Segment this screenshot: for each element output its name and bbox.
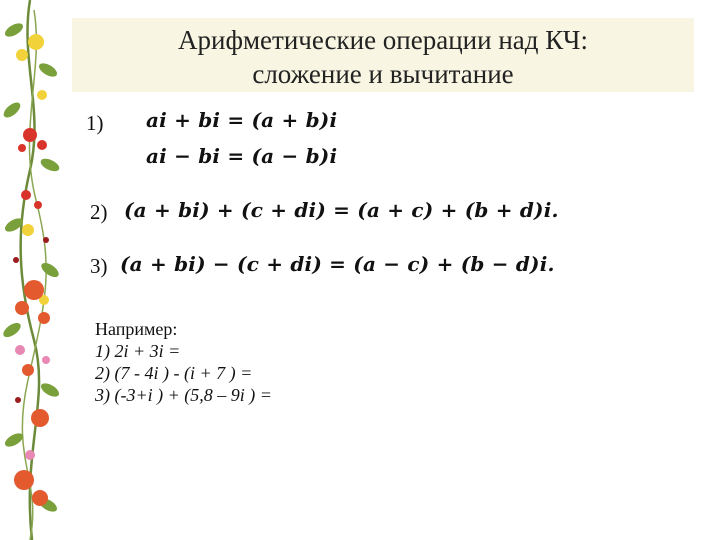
example-1: 1) 2i + 3i = — [95, 341, 181, 361]
slide-title-banner — [72, 18, 694, 92]
formula-2-number: 2) — [90, 200, 108, 224]
formula-1-number: 1) — [86, 111, 104, 135]
example-3: 3) (-3+i ) + (5,8 – 9i ) = — [95, 385, 272, 405]
formula-1-line-2: ai − bi = (a − b)i — [146, 144, 338, 168]
formula-2-line-1: (a + bi) + (c + di) = (a + c) + (b + d)i. — [124, 198, 559, 222]
slide-title-line-1: Арифметические операции над КЧ: — [178, 25, 588, 55]
example-2: 2) (7 - 4i ) - (i + 7 ) = — [95, 363, 253, 383]
examples-block — [95, 318, 272, 406]
formula-1-line-1: ai + bi = (a + b)i — [146, 108, 338, 132]
formula-3-line-1: (a + bi) − (c + di) = (a − c) + (b − d)i. — [120, 252, 555, 276]
slide-title-line-2: сложение и вычитание — [252, 59, 514, 89]
formula-3-number: 3) — [90, 254, 108, 278]
floral-border-decoration — [0, 0, 66, 540]
examples-heading: Например: — [95, 319, 178, 339]
